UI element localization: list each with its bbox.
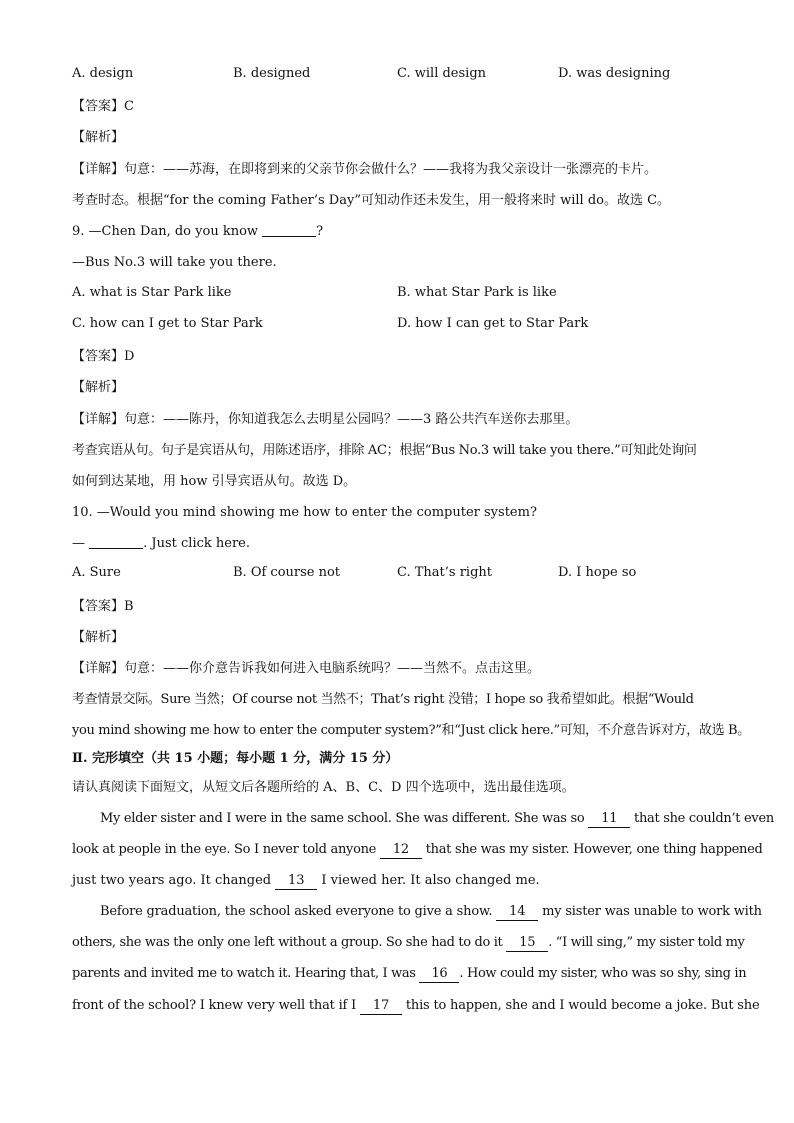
passage-text: My elder sister and I were in the same school. She was different. She was so (100, 811, 589, 826)
q9-answer (72, 347, 724, 367)
passage-line-6 (72, 964, 747, 984)
q9-option-c: C. how can I get to Star Park (72, 316, 263, 331)
blank-11: 11 (588, 811, 630, 828)
q10-detail (72, 659, 724, 679)
detail-text: 句意：——你介意告诉我如何进入电脑系统吗？——当然不。点击这里。 (124, 661, 541, 676)
blank-13: 13 (275, 873, 317, 890)
detail-label: 【详解】 (72, 162, 125, 177)
q9-option-b: B. what Star Park is like (397, 285, 557, 300)
detail-text: 句意：——苏海，在即将到来的父亲节你会做什么？——我将为我父亲设计一张漂亮的卡片。 (124, 162, 658, 177)
q10-explanation-line-2: you mind showing me how to enter the computer system?”和“Just click here.”可知，不介意告诉对方，故选 B。 (72, 723, 750, 738)
answer-value: B (124, 599, 134, 614)
passage-text: that she couldn’t even (630, 811, 774, 826)
q9-stem (72, 222, 724, 242)
q8-option-a: A. design (72, 66, 134, 81)
q10-option-d: D. I hope so (558, 565, 637, 580)
blank-16: 16 (419, 966, 459, 983)
q8-analysis-label: 【解析】 (72, 130, 125, 145)
passage-text: front of the school? I knew very well that if I (72, 998, 360, 1013)
q9-stem-text: 9. —Chen Dan, do you know (72, 224, 263, 239)
passage-text: . How could my sister, who was so shy, sing in (459, 966, 747, 981)
blank-15: 15 (506, 935, 548, 952)
q9-stem-end: ? (316, 224, 324, 239)
passage-text: that she was my sister. However, one thing happened (421, 842, 763, 857)
q9-option-d: D. how I can get to Star Park (397, 316, 589, 331)
q10-analysis-label: 【解析】 (72, 630, 125, 645)
passage-line-4 (100, 902, 762, 922)
q10-reply-start: — (72, 536, 90, 551)
q9-analysis-label: 【解析】 (72, 380, 125, 395)
passage-text: parents and invited me to watch it. Hearing that, I was (72, 966, 420, 981)
passage-line-7 (72, 996, 760, 1016)
detail-label: 【详解】 (72, 661, 125, 676)
q10-option-b: B. Of course not (233, 565, 341, 580)
passage-line-3 (72, 871, 724, 891)
passage-text: . “I will sing,” my sister told my (548, 935, 745, 950)
blank-12: 12 (380, 842, 422, 859)
answer-value: D (124, 349, 135, 364)
section-heading: Ⅱ. 完形填空（共 15 小题；每小题 1 分，满分 15 分） (72, 751, 399, 766)
detail-text: 句意：——陈丹，你知道我怎么去明星公园吗？——3 路公共汽车送你去那里。 (124, 412, 579, 427)
q10-stem: 10. —Would you mind showing me how to enter the computer system? (72, 505, 537, 520)
q8-option-b: B. designed (233, 66, 311, 81)
q10-blank (89, 534, 143, 549)
passage-line-1 (100, 809, 774, 829)
q10-explanation-line-1: 考查情景交际。Sure 当然；Of course not 当然不；That’s right 没错；I hope so 我希望如此。根据“Would (72, 692, 694, 707)
passage-text: my sister was unable to work with (538, 904, 762, 919)
passage-text: look at people in the eye. So I never told anyone (72, 842, 380, 857)
q8-answer (72, 97, 724, 117)
q10-answer (72, 597, 724, 617)
section-instruction: 请认真阅读下面短文，从短文后各题所给的 A、B、C、D 四个选项中，选出最佳选项。 (72, 780, 575, 795)
q8-explanation: 考查时态。根据“for the coming Father’s Day”可知动作还未发生，用一般将来时 will do。故选 C。 (72, 193, 671, 208)
blank-17: 17 (360, 998, 402, 1015)
answer-label: 【答案】 (72, 599, 125, 614)
answer-value: C (124, 99, 134, 114)
q9-explanation-line-2: 如何到达某地，用 how 引导宾语从句。故选 D。 (72, 474, 357, 489)
q10-option-a: A. Sure (72, 565, 121, 580)
detail-label: 【详解】 (72, 412, 125, 427)
q8-detail (72, 160, 724, 180)
q9-reply: —Bus No.3 will take you there. (72, 255, 277, 270)
passage-line-2 (72, 840, 763, 860)
passage-text: just two years ago. It changed (72, 873, 276, 888)
q8-option-c: C. will design (397, 66, 487, 81)
q9-detail (72, 410, 724, 430)
q10-option-c: C. That’s right (397, 565, 492, 580)
q9-blank (262, 222, 316, 237)
q9-option-a: A. what is Star Park like (72, 285, 232, 300)
q8-option-d: D. was designing (558, 66, 671, 81)
passage-text: others, she was the only one left without a group. So she had to do it (72, 935, 507, 950)
q10-reply-end: . Just click here. (143, 536, 251, 551)
passage-text: I viewed her. It also changed me. (317, 873, 540, 888)
answer-label: 【答案】 (72, 349, 125, 364)
answer-label: 【答案】 (72, 99, 125, 114)
q10-reply (72, 534, 724, 554)
passage-text: Before graduation, the school asked everyone to give a show. (100, 904, 497, 919)
blank-14: 14 (496, 904, 538, 921)
q9-explanation-line-1: 考查宾语从句。句子是宾语从句，用陈述语序，排除 AC；根据“Bus No.3 will take you there.”可知此处询问 (72, 443, 697, 458)
passage-line-5 (72, 933, 745, 953)
passage-text: this to happen, she and I would become a joke. But she (401, 998, 760, 1013)
